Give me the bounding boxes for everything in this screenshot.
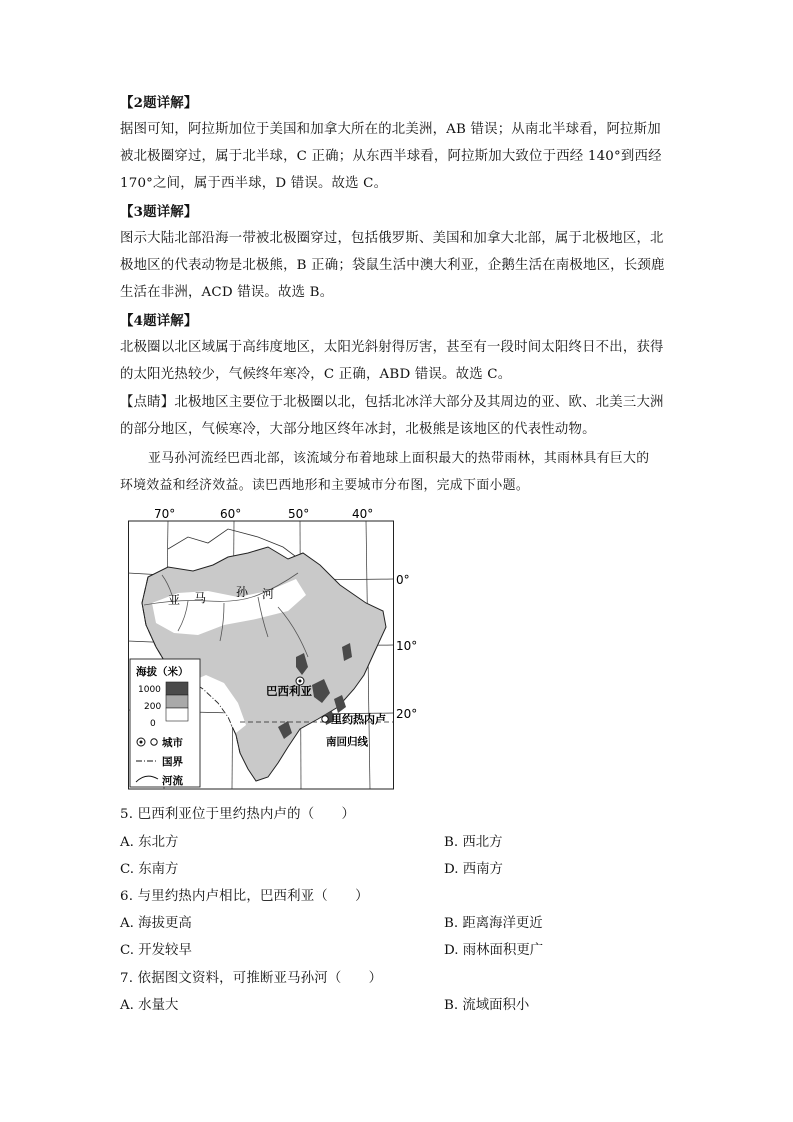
option-5a[interactable]: A. 东北方 [120, 835, 179, 850]
lat-label: 10° [396, 639, 418, 653]
option-5b[interactable]: B. 西北方 [444, 835, 503, 850]
option-5c[interactable]: C. 东南方 [120, 862, 179, 877]
legend-title: 海拔（米） [136, 666, 189, 678]
legend-swatch-high [166, 682, 188, 695]
capital-marker-dot [299, 680, 302, 683]
text-line: 据图可知，阿拉斯加位于美国和加拿大所在的北美洲，AB 错误；从南北半球看，阿拉斯加 [120, 122, 661, 137]
key-point-line: 【点睛】北极地区主要位于北极圈以北，包括北冰洋大部分及其周边的亚、欧、北美三大洲 [120, 395, 664, 410]
legend-city-icon [151, 739, 157, 745]
text-line: 图示大陆北部沿海一带被北极圈穿过，包括俄罗斯、美国和加拿大北部，属于北极地区，北 [120, 231, 664, 246]
section-heading-q3: 【3题详解】 [120, 204, 198, 220]
option-5d[interactable]: D. 西南方 [444, 862, 503, 877]
tropic-label: 南回归线 [326, 736, 368, 748]
question-stem-7: 7. 依据图文资料，可推断亚马孙河（ ） [120, 971, 383, 986]
river-label: 亚 [168, 593, 181, 607]
text-line: 极地区的代表动物是北极熊，B 正确；袋鼠生活中澳大利亚，企鹅生活在南极地区，长颈鹿 [120, 258, 665, 273]
river-label: 马 [194, 591, 207, 605]
capital-label: 巴西利亚 [266, 684, 312, 698]
legend-level: 0 [150, 719, 156, 729]
lon-label: 50° [288, 507, 310, 521]
legend-swatch-mid [166, 695, 188, 708]
river-label: 河 [262, 587, 275, 601]
lat-label: 0° [396, 573, 410, 587]
question-stem-6: 6. 与里约热内卢相比，巴西利亚（ ） [120, 889, 369, 904]
legend-city-label: 城市 [162, 737, 183, 749]
option-6b[interactable]: B. 距离海洋更近 [444, 916, 543, 931]
legend-level: 1000 [138, 685, 161, 695]
intro-line: 亚马孙河流经巴西北部，该流域分布着地球上面积最大的热带雨林，其雨林具有巨大的 [148, 451, 650, 466]
legend-capital-icon-dot [140, 741, 143, 744]
text-line: 170°之间，属于西半球，D 错误。故选 C。 [120, 176, 388, 191]
legend-swatch-low [166, 708, 188, 721]
text-line: 的部分地区，气候寒冷，大部分地区终年冰封，北极熊是该地区的代表性动物。 [120, 422, 596, 437]
legend-border-label: 国界 [162, 756, 183, 768]
city-marker [322, 716, 328, 722]
lon-label: 40° [352, 507, 374, 521]
option-7a[interactable]: A. 水量大 [120, 998, 179, 1013]
legend-level: 200 [144, 702, 162, 712]
question-stem-5: 5. 巴西利亚位于里约热内卢的（ ） [120, 807, 356, 822]
lat-label: 20° [396, 707, 418, 721]
text-line: 的太阳光热较少，气候终年寒冷，C 正确，ABD 错误。故选 C。 [120, 367, 512, 382]
city-label: 里约热内卢 [331, 713, 386, 726]
section-heading-q4: 【4题详解】 [120, 313, 198, 329]
brazil-map [128, 507, 423, 790]
option-6d[interactable]: D. 雨林面积更广 [444, 943, 544, 958]
legend-river-label: 河流 [162, 775, 183, 787]
intro-line: 环境效益和经济效益。读巴西地形和主要城市分布图，完成下面小题。 [120, 478, 530, 493]
river-label: 孙 [236, 585, 249, 599]
option-6a[interactable]: A. 海拔更高 [120, 916, 192, 931]
lon-label: 70° [154, 507, 176, 521]
section-heading-q2: 【2题详解】 [120, 95, 198, 111]
option-7b[interactable]: B. 流域面积小 [444, 998, 530, 1013]
option-6c[interactable]: C. 开发较早 [120, 943, 192, 958]
text-line: 生活在非洲，ACD 错误。故选 B。 [120, 285, 334, 300]
text-line: 北极圈以北区域属于高纬度地区，太阳光斜射得厉害，甚至有一段时间太阳终日不出，获得 [120, 340, 664, 355]
text-line: 被北极圈穿过，属于北半球，C 正确；从东西半球看，阿拉斯加大致位于西经 140°到西经 [120, 149, 662, 164]
lon-label: 60° [220, 507, 242, 521]
